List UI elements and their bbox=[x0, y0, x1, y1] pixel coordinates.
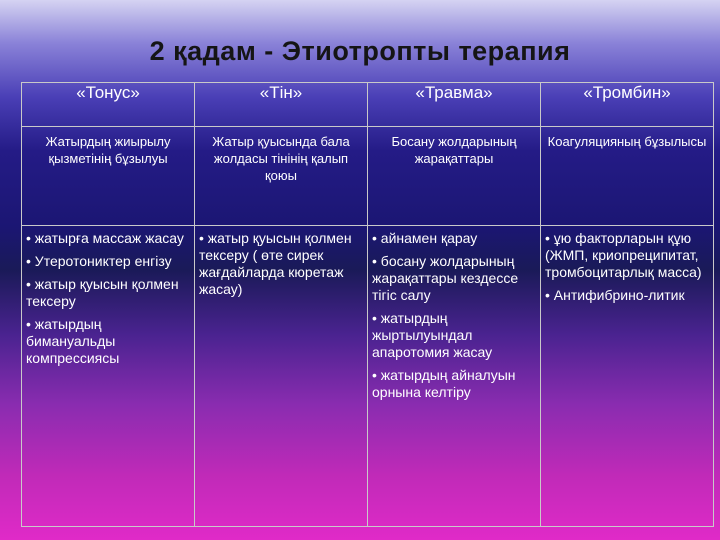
table-header-row bbox=[22, 83, 714, 127]
slide-title: 2 қадам - Этиотропты терапия bbox=[149, 36, 571, 66]
list-item: • ұю факторларын құю (ЖМП, криопреципитат, тромбоцитарлық масса) bbox=[545, 230, 709, 281]
list-item: • жатырға массаж жасау bbox=[26, 230, 190, 247]
header-tonus: «Тонус» bbox=[22, 83, 195, 127]
actions-list-tin bbox=[199, 230, 363, 298]
header-tin: «Тін» bbox=[195, 83, 368, 127]
table-actions-row bbox=[22, 226, 714, 527]
description-travma: Босану жолдарының жарақаттары bbox=[368, 127, 541, 226]
therapy-table bbox=[21, 82, 714, 527]
actions-list-trombin bbox=[545, 230, 709, 304]
header-travma: «Травма» bbox=[368, 83, 541, 127]
list-item: • жатыр қуысын қолмен тексеру ( өте сирек жағдайларда кюретаж жасау) bbox=[199, 230, 363, 298]
list-item: • Антифибрино-литик bbox=[545, 287, 709, 304]
list-item: • жатырдың айналуын орнына келтіру bbox=[372, 367, 536, 401]
list-item: • айнамен қарау bbox=[372, 230, 536, 247]
list-item: • босану жолдарының жарақаттары кездессе тігіс салу bbox=[372, 253, 536, 304]
description-tin: Жатыр қуысында бала жолдасы тінінің қалып қоюы bbox=[195, 127, 368, 226]
description-tonus: Жатырдың жиырылу қызметінің бұзылуы bbox=[22, 127, 195, 226]
list-item: • жатырдың жыртылуындал апаротомия жасау bbox=[372, 310, 536, 361]
description-trombin: Коагуляцияның бұзылысы bbox=[541, 127, 714, 226]
list-item: • жатыр қуысын қолмен тексеру bbox=[26, 276, 190, 310]
actions-trombin bbox=[541, 226, 714, 527]
table-description-row bbox=[22, 127, 714, 226]
list-item: • жатырдың бимануальды компрессиясы bbox=[26, 316, 190, 367]
actions-travma bbox=[368, 226, 541, 527]
list-item: • Утеротониктер енгізу bbox=[26, 253, 190, 270]
actions-tin bbox=[195, 226, 368, 527]
actions-list-travma bbox=[372, 230, 536, 401]
header-trombin: «Тромбин» bbox=[541, 83, 714, 127]
actions-list-tonus bbox=[26, 230, 190, 367]
actions-tonus bbox=[22, 226, 195, 527]
